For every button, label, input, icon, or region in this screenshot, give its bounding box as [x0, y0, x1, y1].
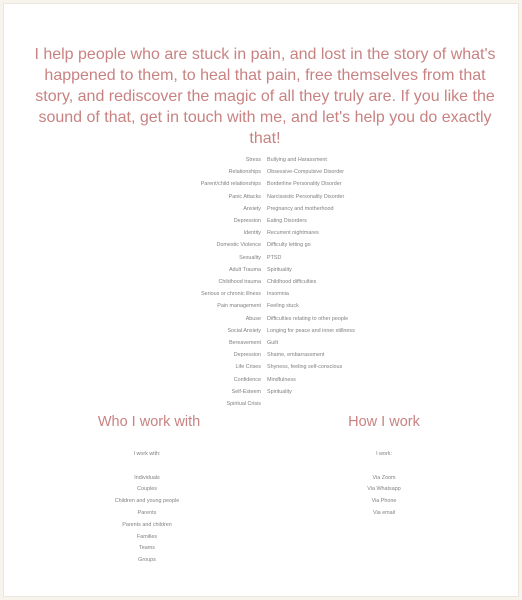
intro-statement: I help people who are stuck in pain, and lost in the story of what's happened to them, to heal that pain, free themselves from that story, and rediscover the magic of all they truly are. If you like the sound of that, get in touch with me, and let's help you do exactly that! — [34, 46, 496, 147]
issues-column-right — [267, 154, 467, 398]
issue-item: Spirituality — [267, 388, 292, 395]
how-list-item: Via email — [372, 509, 396, 516]
issue-item: Sexuality — [239, 254, 261, 261]
issue-item: Social Anxiety — [227, 327, 261, 334]
how-list-intro: I work: — [376, 451, 392, 457]
issue-item: Narcissistic Personality Disorder — [267, 193, 345, 200]
who-list-intro: I work with: — [133, 451, 161, 457]
issue-item: Obsessive-Compulsive Disorder — [267, 169, 344, 176]
issue-item: Guilt — [267, 340, 279, 347]
issue-item: Confidence — [233, 376, 261, 383]
issues-column-left — [4, 154, 261, 410]
who-list-item: Families — [136, 533, 158, 540]
issue-item: Adult Trauma — [228, 266, 261, 273]
issue-item: Difficulty letting go — [267, 242, 311, 249]
issue-item: Longing for peace and inner stillness — [267, 327, 355, 334]
issue-item: Eating Disorders — [267, 218, 307, 225]
issue-item: Shyness, feeling self-conscious — [267, 364, 343, 371]
who-list-item: Children and young people — [114, 498, 180, 505]
how-list-item: Via Phone — [371, 498, 397, 505]
issue-item: Mindfulness — [267, 376, 296, 383]
issue-item: Childhood difficulties — [267, 279, 317, 286]
who-list-item: Individuals — [134, 474, 160, 481]
how-list-item: Via Whatsapp — [367, 486, 401, 493]
issue-item: Abuse — [245, 315, 261, 322]
issue-item: Depression — [233, 218, 261, 225]
issue-item: PTSD — [267, 254, 282, 261]
who-list-item: Parents and children — [122, 521, 172, 528]
issue-item: Pregnancy and motherhood — [267, 205, 334, 212]
issue-item: Spiritual Crisis — [226, 401, 261, 408]
issue-item: Parent/child relationships — [200, 181, 261, 188]
issue-item: Self-Esteem — [231, 388, 261, 395]
issue-item: Borderline Personality Disorder — [267, 181, 342, 188]
how-i-work-list — [274, 449, 494, 520]
who-list-item: Teams — [139, 545, 155, 552]
issue-item: Domestic Violence — [216, 242, 261, 249]
issue-item: Life Crises — [235, 364, 261, 371]
issue-item: Anxiety — [243, 205, 261, 212]
issue-item: Bereavement — [228, 340, 261, 347]
issue-item: Depression — [233, 352, 261, 359]
issue-item: Panic Attacks — [228, 193, 261, 200]
who-i-work-with-heading: Who I work with — [97, 414, 201, 430]
issue-item: Shame, embarrassment — [267, 352, 325, 359]
who-list-item: Groups — [138, 557, 156, 564]
issue-item: Recurrent nightmares — [267, 230, 319, 237]
issue-item: Relationships — [228, 169, 261, 176]
issue-item: Stress — [245, 157, 261, 163]
who-list-item: Couples — [137, 486, 157, 493]
issue-item: Difficulties relating to other people — [267, 315, 349, 322]
issue-item: Spirituality — [267, 266, 292, 273]
issue-item: Childhood trauma — [218, 279, 261, 286]
issue-item: Insomnia — [267, 291, 289, 298]
issue-item: Pain management — [217, 303, 261, 310]
how-i-work-heading: How I work — [348, 414, 420, 430]
issue-item: Feeling stuck — [267, 303, 299, 310]
who-list-item: Parents — [137, 509, 157, 516]
how-list-item: Via Zoom — [372, 474, 396, 481]
issue-item: Bullying and Harassment — [267, 157, 327, 163]
issue-item: Identity — [243, 230, 261, 237]
issue-item: Serious or chronic illness — [201, 291, 261, 298]
content-panel — [3, 3, 519, 597]
who-i-work-with-list — [37, 449, 257, 567]
